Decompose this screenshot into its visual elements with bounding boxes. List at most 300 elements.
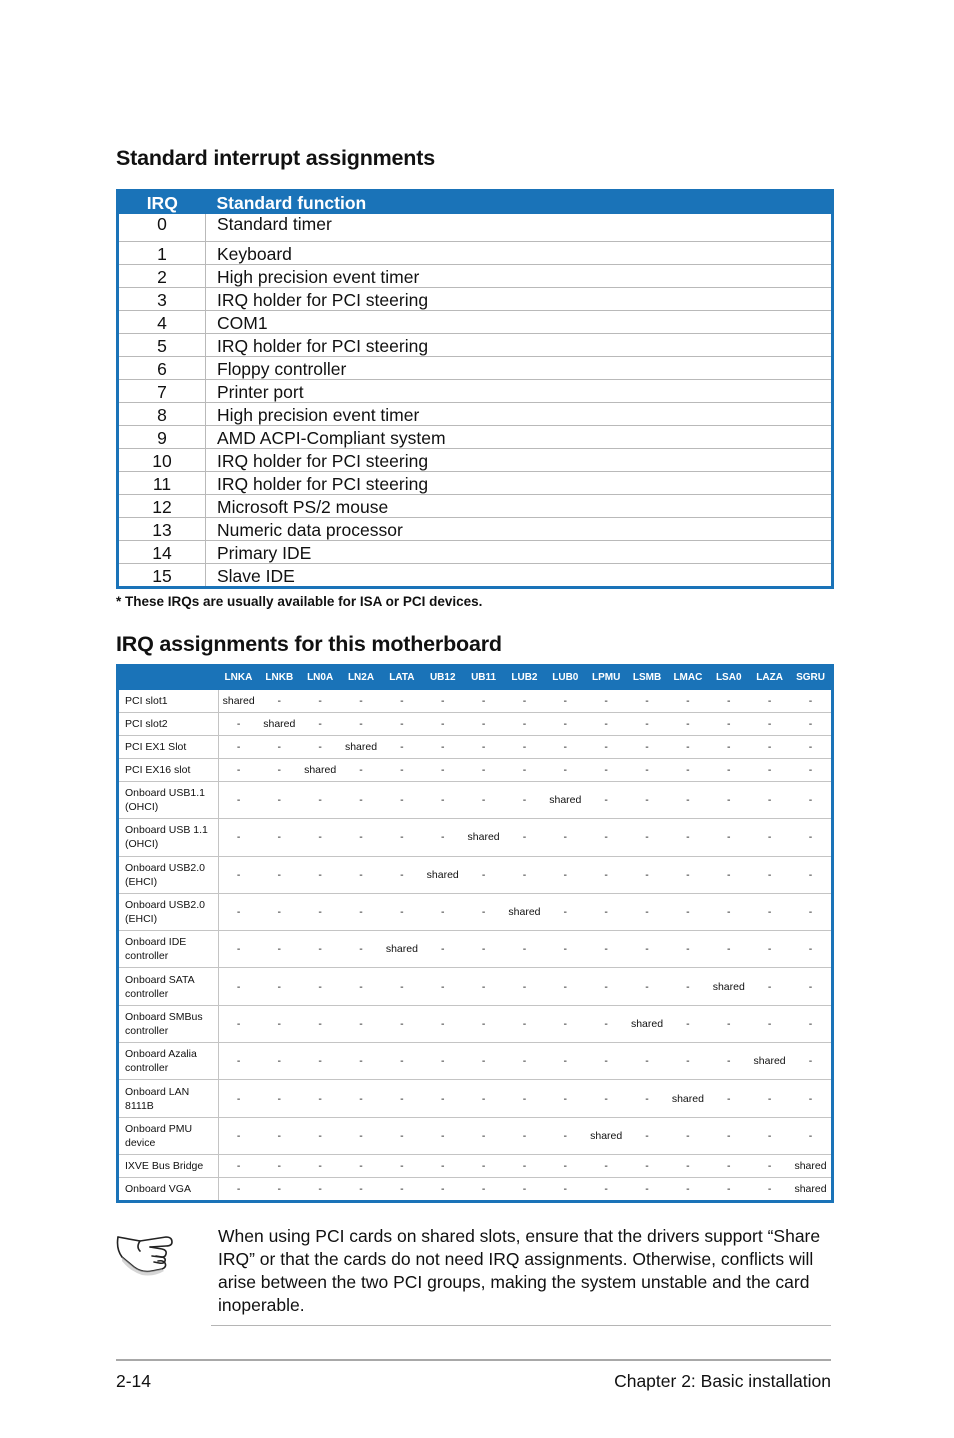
table-row bbox=[119, 782, 831, 819]
irq-assignment-rows bbox=[119, 690, 831, 1200]
empty-cell: - bbox=[627, 856, 668, 893]
empty-cell: - bbox=[381, 759, 422, 782]
device-name-line: Onboard USB 1.1 bbox=[125, 824, 208, 837]
empty-cell: - bbox=[300, 1043, 341, 1080]
empty-cell: - bbox=[463, 968, 504, 1005]
empty-cell: - bbox=[790, 690, 831, 713]
irq-number: 6 bbox=[119, 357, 206, 380]
empty-cell: - bbox=[645, 1182, 649, 1195]
table-row bbox=[119, 759, 831, 782]
empty-cell: - bbox=[667, 782, 708, 819]
empty-cell: - bbox=[381, 713, 422, 736]
empty-cell: - bbox=[218, 1117, 259, 1154]
empty-cell: - bbox=[218, 1154, 259, 1177]
device-name-line: Onboard USB1.1 bbox=[125, 787, 205, 800]
empty-cell: - bbox=[790, 713, 831, 736]
table-row bbox=[119, 931, 831, 968]
empty-cell: - bbox=[218, 736, 259, 759]
table-row bbox=[119, 893, 831, 930]
device-name bbox=[119, 690, 218, 713]
device-name-line: Onboard SMBus bbox=[125, 1010, 203, 1023]
irq-number: 9 bbox=[119, 426, 206, 449]
empty-cell: - bbox=[667, 819, 708, 856]
table-row bbox=[119, 288, 831, 311]
table-row bbox=[119, 403, 831, 426]
empty-cell: - bbox=[259, 1043, 300, 1080]
empty-cell: - bbox=[586, 713, 627, 736]
header-lmac: LMAC bbox=[667, 664, 708, 690]
device-name bbox=[119, 782, 218, 819]
empty-cell: - bbox=[463, 856, 504, 893]
device-name-line: IXVE Bus Bridge bbox=[125, 1159, 204, 1172]
empty-cell: - bbox=[708, 1005, 749, 1042]
empty-cell: - bbox=[463, 1080, 504, 1117]
empty-cell: - bbox=[463, 759, 504, 782]
empty-cell: - bbox=[545, 759, 586, 782]
device-name-line: Onboard VGA bbox=[125, 1182, 191, 1195]
irq-number: 11 bbox=[119, 472, 206, 495]
empty-cell: - bbox=[749, 931, 790, 968]
empty-cell: - bbox=[627, 893, 668, 930]
empty-cell: - bbox=[586, 819, 627, 856]
empty-cell: - bbox=[667, 690, 708, 713]
empty-cell: - bbox=[381, 856, 422, 893]
table-row bbox=[119, 1080, 831, 1117]
device-name-line: (OHCI) bbox=[125, 801, 159, 814]
empty-cell: - bbox=[667, 1043, 708, 1080]
empty-cell: - bbox=[422, 1154, 463, 1177]
device-name-line: controller bbox=[125, 1062, 169, 1075]
shared-cell: shared bbox=[218, 690, 259, 713]
empty-cell: - bbox=[749, 713, 790, 736]
irq-number: 0 bbox=[119, 214, 206, 242]
device-name bbox=[119, 1080, 218, 1117]
empty-cell: - bbox=[767, 1182, 772, 1195]
empty-cell: - bbox=[341, 968, 382, 1005]
empty-cell: - bbox=[522, 1182, 527, 1195]
empty-cell: - bbox=[708, 736, 749, 759]
shared-cell: shared bbox=[790, 1154, 831, 1177]
empty-cell: - bbox=[790, 736, 831, 759]
empty-cell: - bbox=[749, 736, 790, 759]
empty-cell: - bbox=[545, 1043, 586, 1080]
device-name-line: controller bbox=[125, 1024, 169, 1037]
header-device bbox=[119, 664, 218, 690]
empty-cell: - bbox=[259, 1080, 300, 1117]
irq-number: 3 bbox=[119, 288, 206, 311]
empty-cell: - bbox=[749, 1080, 790, 1117]
shared-cell: shared bbox=[422, 856, 463, 893]
shared-cell: shared bbox=[504, 893, 545, 930]
empty-cell: - bbox=[259, 819, 300, 856]
empty-cell: - bbox=[790, 968, 831, 1005]
empty-cell: - bbox=[545, 690, 586, 713]
table-row bbox=[119, 495, 831, 518]
empty-cell: - bbox=[218, 819, 259, 856]
empty-cell: - bbox=[667, 713, 708, 736]
empty-cell: - bbox=[259, 736, 300, 759]
empty-cell: - bbox=[627, 690, 668, 713]
table-row bbox=[119, 311, 831, 334]
empty-cell: - bbox=[627, 931, 668, 968]
empty-cell: - bbox=[504, 759, 545, 782]
shared-cell: shared bbox=[749, 1043, 790, 1080]
empty-cell: - bbox=[504, 968, 545, 1005]
table-header-row bbox=[119, 189, 831, 214]
empty-cell: - bbox=[604, 1182, 608, 1195]
device-name bbox=[119, 968, 218, 1005]
empty-cell: - bbox=[381, 1154, 422, 1177]
irq-number: 7 bbox=[119, 380, 206, 403]
empty-cell: - bbox=[300, 736, 341, 759]
table-row bbox=[119, 564, 831, 587]
shared-cell: shared bbox=[627, 1005, 668, 1042]
empty-cell: - bbox=[790, 1043, 831, 1080]
section-title-motherboard-irq: IRQ assignments for this motherboard bbox=[116, 632, 502, 656]
empty-cell: - bbox=[218, 1005, 259, 1042]
empty-cell: - bbox=[790, 819, 831, 856]
empty-cell: - bbox=[708, 1117, 749, 1154]
empty-cell: - bbox=[586, 1154, 627, 1177]
table-row bbox=[119, 713, 831, 736]
empty-cell: - bbox=[586, 736, 627, 759]
empty-cell: - bbox=[277, 1182, 282, 1195]
empty-cell: - bbox=[259, 856, 300, 893]
empty-cell: - bbox=[708, 931, 749, 968]
header-lsmb: LSMB bbox=[627, 664, 668, 690]
header-lata: LATA bbox=[381, 664, 422, 690]
empty-cell: - bbox=[749, 759, 790, 782]
table-row bbox=[119, 690, 831, 713]
empty-cell: - bbox=[341, 1043, 382, 1080]
irq-function: Numeric data processor bbox=[206, 518, 832, 541]
empty-cell: - bbox=[504, 1117, 545, 1154]
empty-cell: - bbox=[586, 931, 627, 968]
empty-cell: - bbox=[341, 690, 382, 713]
table-row bbox=[119, 1117, 831, 1154]
empty-cell: - bbox=[341, 1154, 382, 1177]
empty-cell: - bbox=[627, 736, 668, 759]
empty-cell: - bbox=[341, 893, 382, 930]
empty-cell: - bbox=[749, 893, 790, 930]
shared-cell: shared bbox=[381, 931, 422, 968]
empty-cell: - bbox=[259, 759, 300, 782]
empty-cell: - bbox=[259, 690, 300, 713]
table-row bbox=[119, 736, 831, 759]
device-name bbox=[119, 1005, 218, 1042]
empty-cell: - bbox=[790, 1080, 831, 1117]
empty-cell: - bbox=[586, 1080, 627, 1117]
empty-cell: - bbox=[586, 1043, 627, 1080]
empty-cell: - bbox=[545, 736, 586, 759]
empty-cell: - bbox=[708, 893, 749, 930]
header-lnkb: LNKB bbox=[259, 664, 300, 690]
empty-cell: - bbox=[586, 1005, 627, 1042]
shared-cell: shared bbox=[545, 782, 586, 819]
empty-cell: - bbox=[667, 1117, 708, 1154]
empty-cell: - bbox=[259, 782, 300, 819]
empty-cell: - bbox=[218, 1080, 259, 1117]
empty-cell: - bbox=[463, 736, 504, 759]
empty-cell: - bbox=[463, 782, 504, 819]
device-name bbox=[119, 893, 218, 930]
empty-cell: - bbox=[218, 931, 259, 968]
empty-cell: - bbox=[381, 1080, 422, 1117]
empty-cell: - bbox=[627, 1080, 668, 1117]
empty-cell: - bbox=[563, 1182, 568, 1195]
empty-cell: - bbox=[708, 856, 749, 893]
irq-function: Microsoft PS/2 mouse bbox=[206, 495, 832, 518]
header-lpmu: LPMU bbox=[586, 664, 627, 690]
empty-cell: - bbox=[341, 1005, 382, 1042]
table-row bbox=[119, 1043, 831, 1080]
empty-cell: - bbox=[381, 690, 422, 713]
shared-cell: shared bbox=[300, 759, 341, 782]
empty-cell: - bbox=[218, 759, 259, 782]
header-ln0a: LN0A bbox=[300, 664, 341, 690]
empty-cell: - bbox=[341, 713, 382, 736]
empty-cell: - bbox=[341, 931, 382, 968]
irq-function: Slave IDE bbox=[217, 566, 295, 586]
table-row bbox=[119, 214, 831, 242]
irq-number: 2 bbox=[119, 265, 206, 288]
empty-cell: - bbox=[627, 782, 668, 819]
empty-cell: - bbox=[708, 1154, 749, 1177]
empty-cell: - bbox=[504, 856, 545, 893]
empty-cell: - bbox=[708, 759, 749, 782]
empty-cell: - bbox=[381, 736, 422, 759]
empty-cell: - bbox=[218, 782, 259, 819]
device-name bbox=[119, 1177, 218, 1200]
empty-cell: - bbox=[422, 931, 463, 968]
empty-cell: - bbox=[341, 1117, 382, 1154]
empty-cell: - bbox=[422, 1043, 463, 1080]
empty-cell: - bbox=[422, 1005, 463, 1042]
empty-cell: - bbox=[708, 713, 749, 736]
empty-cell: - bbox=[218, 968, 259, 1005]
empty-cell: - bbox=[586, 690, 627, 713]
empty-cell: - bbox=[236, 1182, 241, 1195]
empty-cell: - bbox=[300, 1005, 341, 1042]
table-header-row bbox=[119, 664, 831, 690]
table-row bbox=[119, 1154, 831, 1177]
device-name-line: (OHCI) bbox=[125, 838, 159, 851]
irq-function: IRQ holder for PCI steering bbox=[206, 288, 832, 311]
empty-cell: - bbox=[667, 968, 708, 1005]
device-name-line: (EHCI) bbox=[125, 875, 158, 888]
empty-cell: - bbox=[749, 968, 790, 1005]
section-title-standard-interrupts: Standard interrupt assignments bbox=[116, 146, 435, 170]
header-standard-function: Standard function bbox=[206, 189, 832, 214]
empty-cell: - bbox=[545, 968, 586, 1005]
table-row bbox=[119, 472, 831, 495]
empty-cell: - bbox=[790, 931, 831, 968]
empty-cell: - bbox=[504, 736, 545, 759]
empty-cell: - bbox=[749, 1005, 790, 1042]
empty-cell: - bbox=[708, 1043, 749, 1080]
irq-number: 4 bbox=[119, 311, 206, 334]
table-row bbox=[119, 357, 831, 380]
header-sgru: SGRU bbox=[790, 664, 831, 690]
header-lsa0: LSA0 bbox=[708, 664, 749, 690]
empty-cell: - bbox=[504, 1154, 545, 1177]
empty-cell: - bbox=[259, 893, 300, 930]
empty-cell: - bbox=[586, 893, 627, 930]
empty-cell: - bbox=[667, 736, 708, 759]
empty-cell: - bbox=[790, 782, 831, 819]
empty-cell: - bbox=[586, 759, 627, 782]
chapter-title: Chapter 2: Basic installation bbox=[614, 1371, 831, 1391]
table-row bbox=[119, 242, 831, 265]
empty-cell: - bbox=[463, 1154, 504, 1177]
empty-cell: - bbox=[463, 1043, 504, 1080]
empty-cell: - bbox=[504, 1080, 545, 1117]
empty-cell: - bbox=[667, 856, 708, 893]
empty-cell: - bbox=[504, 819, 545, 856]
empty-cell: - bbox=[463, 1005, 504, 1042]
device-name-line: (EHCI) bbox=[125, 913, 158, 926]
empty-cell: - bbox=[440, 1182, 445, 1195]
standard-interrupt-table-frame bbox=[116, 189, 834, 589]
empty-cell: - bbox=[627, 1043, 668, 1080]
empty-cell: - bbox=[400, 1182, 404, 1195]
header-lnka: LNKA bbox=[218, 664, 259, 690]
shared-cell: shared bbox=[708, 968, 749, 1005]
empty-cell: - bbox=[627, 713, 668, 736]
table-row bbox=[119, 856, 831, 893]
irq-function: Primary IDE bbox=[206, 541, 832, 564]
empty-cell: - bbox=[300, 893, 341, 930]
irq-function: IRQ holder for PCI steering bbox=[206, 334, 832, 357]
empty-cell: - bbox=[627, 1117, 668, 1154]
empty-cell: - bbox=[463, 931, 504, 968]
empty-cell: - bbox=[300, 713, 341, 736]
empty-cell: - bbox=[341, 1080, 382, 1117]
shared-cell: shared bbox=[259, 713, 300, 736]
empty-cell: - bbox=[218, 1043, 259, 1080]
empty-cell: - bbox=[422, 713, 463, 736]
empty-cell: - bbox=[422, 782, 463, 819]
device-name-line: Onboard USB2.0 bbox=[125, 899, 205, 912]
device-name-line: controller bbox=[125, 987, 169, 1000]
empty-cell: - bbox=[504, 782, 545, 819]
empty-cell: - bbox=[300, 931, 341, 968]
irq-number: 14 bbox=[119, 541, 206, 564]
empty-cell: - bbox=[300, 782, 341, 819]
empty-cell: - bbox=[545, 856, 586, 893]
empty-cell: - bbox=[504, 1043, 545, 1080]
empty-cell: - bbox=[359, 1182, 363, 1195]
empty-cell: - bbox=[422, 690, 463, 713]
irq-number: 10 bbox=[119, 449, 206, 472]
empty-cell: - bbox=[790, 856, 831, 893]
empty-cell: - bbox=[422, 819, 463, 856]
empty-cell: - bbox=[627, 968, 668, 1005]
table-row bbox=[119, 518, 831, 541]
empty-cell: - bbox=[749, 690, 790, 713]
empty-cell: - bbox=[586, 968, 627, 1005]
empty-cell: - bbox=[790, 1005, 831, 1042]
device-name-line: PCI slot1 bbox=[125, 695, 168, 707]
empty-cell: - bbox=[667, 893, 708, 930]
device-name bbox=[119, 1117, 218, 1154]
table-row bbox=[119, 968, 831, 1005]
empty-cell: - bbox=[422, 1080, 463, 1117]
device-name-line: 8111B bbox=[125, 1099, 154, 1112]
irq-function: High precision event timer bbox=[206, 265, 832, 288]
empty-cell: - bbox=[545, 931, 586, 968]
empty-cell: - bbox=[381, 1043, 422, 1080]
empty-cell: - bbox=[259, 1154, 300, 1177]
empty-cell: - bbox=[586, 782, 627, 819]
irq-number: 1 bbox=[119, 242, 206, 265]
device-name bbox=[119, 759, 218, 782]
device-name bbox=[119, 819, 218, 856]
empty-cell: - bbox=[708, 819, 749, 856]
device-name bbox=[119, 1043, 218, 1080]
empty-cell: - bbox=[545, 819, 586, 856]
empty-cell: - bbox=[749, 1154, 790, 1177]
empty-cell: - bbox=[463, 690, 504, 713]
footer-divider bbox=[116, 1359, 831, 1361]
irq-function: Printer port bbox=[206, 380, 832, 403]
irq-number: 8 bbox=[119, 403, 206, 426]
shared-cell: shared bbox=[794, 1182, 827, 1195]
footnote: * These IRQs are usually available for ISA or PCI devices. bbox=[116, 594, 483, 609]
empty-cell: - bbox=[708, 690, 749, 713]
device-name bbox=[119, 736, 218, 759]
device-name-line: controller bbox=[125, 950, 169, 963]
empty-cell: - bbox=[218, 893, 259, 930]
header-laza: LAZA bbox=[749, 664, 790, 690]
irq-assignment-table-frame bbox=[116, 664, 834, 1203]
empty-cell: - bbox=[218, 713, 259, 736]
empty-cell: - bbox=[300, 819, 341, 856]
shared-cell: shared bbox=[463, 819, 504, 856]
empty-cell: - bbox=[667, 1154, 708, 1177]
empty-cell: - bbox=[300, 968, 341, 1005]
table-row bbox=[119, 426, 831, 449]
irq-number: 13 bbox=[119, 518, 206, 541]
device-name-line: Onboard LAN bbox=[125, 1085, 190, 1098]
table-row bbox=[119, 334, 831, 357]
pointing-hand-icon bbox=[112, 1223, 182, 1281]
empty-cell: - bbox=[545, 1080, 586, 1117]
table-row bbox=[119, 1005, 831, 1042]
irq-function: IRQ holder for PCI steering bbox=[206, 472, 832, 495]
empty-cell: - bbox=[422, 893, 463, 930]
device-name-line: Onboard IDE bbox=[125, 936, 187, 949]
empty-cell: - bbox=[627, 819, 668, 856]
empty-cell: - bbox=[545, 893, 586, 930]
empty-cell: - bbox=[545, 1117, 586, 1154]
header-ub11: UB11 bbox=[463, 664, 504, 690]
empty-cell: - bbox=[422, 759, 463, 782]
device-name-line: Onboard USB2.0 bbox=[125, 861, 205, 874]
device-name-line: PCI EX16 slot bbox=[125, 764, 191, 776]
device-name bbox=[119, 713, 218, 736]
empty-cell: - bbox=[504, 1005, 545, 1042]
empty-cell: - bbox=[341, 782, 382, 819]
empty-cell: - bbox=[463, 713, 504, 736]
table-row bbox=[119, 265, 831, 288]
empty-cell: - bbox=[341, 759, 382, 782]
table-row bbox=[119, 449, 831, 472]
empty-cell: - bbox=[504, 690, 545, 713]
empty-cell: - bbox=[749, 1117, 790, 1154]
empty-cell: - bbox=[667, 1005, 708, 1042]
empty-cell: - bbox=[481, 1182, 486, 1195]
